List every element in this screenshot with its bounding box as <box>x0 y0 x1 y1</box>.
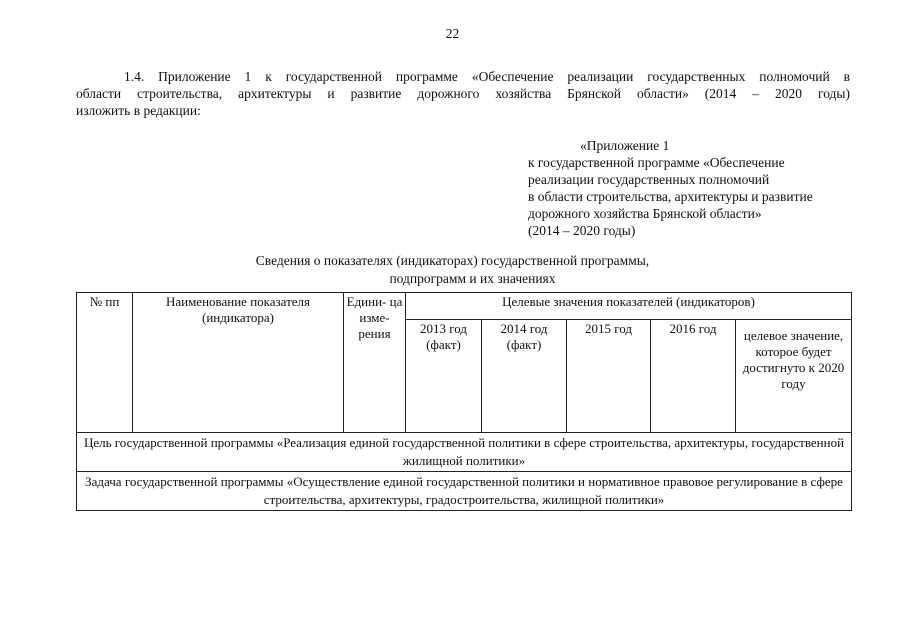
header-number: № пп <box>77 293 133 433</box>
header-indicator-name: Наименование показателя (индикатора) <box>133 293 344 433</box>
annex-header <box>528 137 858 239</box>
annex-title: «Приложение 1 <box>580 138 670 153</box>
header-year-2014: 2014 год (факт) <box>482 320 567 433</box>
intro-line: изложить в редакции: <box>76 103 201 118</box>
table-caption <box>0 252 905 288</box>
annex-line: (2014 – 2020 годы) <box>528 223 636 238</box>
intro-line: области строительства, архитектуры и развитие дорожного хозяйства Брянской области» (2014 – 2020 годы) <box>76 86 850 101</box>
header-target-2020: целевое значение, которое будет достигнуто к 2020 году <box>736 320 852 433</box>
annex-line: реализации государственных полномочий <box>528 172 770 187</box>
header-target-values: Целевые значения показателей (индикаторов) <box>406 293 852 320</box>
intro-line: 1.4. Приложение 1 к государственной программе «Обеспечение реализации государственных полномочий в <box>124 69 850 84</box>
program-goal-row: Цель государственной программы «Реализация единой государственной политики в сфере строительства, архитектуры, государственной жилищной политики» <box>77 433 852 472</box>
caption-line: подпрограмм и их значениях <box>389 271 556 286</box>
header-year-2015: 2015 год <box>567 320 651 433</box>
page-number: 22 <box>445 26 460 41</box>
annex-line: к государственной программе «Обеспечение <box>528 155 785 170</box>
annex-line: дорожного хозяйства Брянской области» <box>528 206 762 221</box>
intro-paragraph <box>76 68 850 119</box>
header-unit: Едини- ца изме- рения <box>344 293 406 433</box>
indicators-table <box>76 292 852 511</box>
header-year-2016: 2016 год <box>651 320 736 433</box>
annex-line: в области строительства, архитектуры и развитие <box>528 189 813 204</box>
program-task-row: Задача государственной программы «Осуществление единой государственной политики и нормативное правовое регулирование в сфере строительства, архитектуры, градостроительства, жилищной политики» <box>77 472 852 511</box>
caption-line: Сведения о показателях (индикаторах) государственной программы, <box>255 253 650 268</box>
header-year-2013: 2013 год (факт) <box>406 320 482 433</box>
